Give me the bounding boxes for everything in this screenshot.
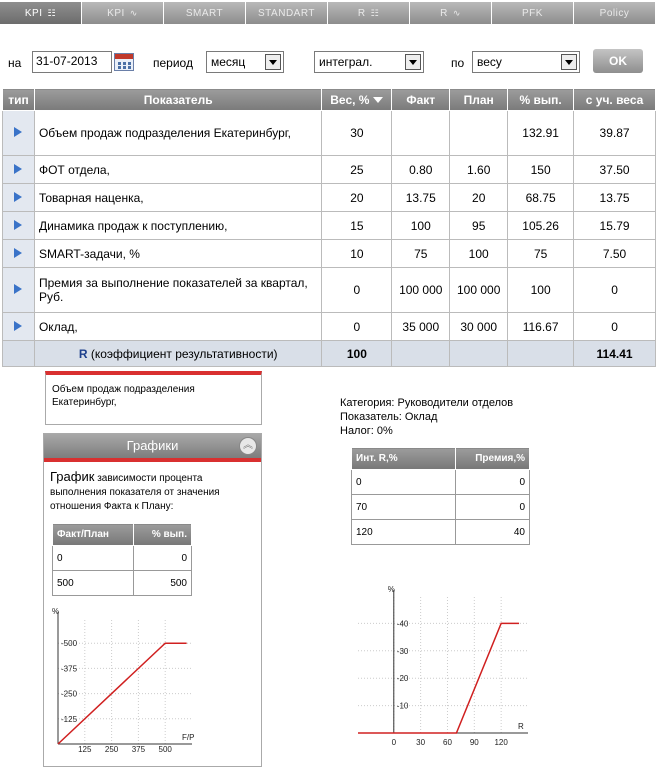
cell-pct: 132.91 <box>508 111 574 156</box>
y-tick-label: -500 <box>61 639 78 649</box>
mode-select[interactable] <box>314 51 424 73</box>
tab-label: SMART <box>185 7 224 19</box>
cell-fact: 100 000 <box>392 268 450 313</box>
play-icon <box>14 220 22 230</box>
cell-name: Премия за выполнение показателей за квартал, Руб. <box>34 268 321 313</box>
cell-weight: 15 <box>322 212 392 240</box>
tab-3[interactable] <box>246 2 328 24</box>
y-tick-label: -375 <box>61 664 78 674</box>
table-row[interactable] <box>3 268 656 313</box>
col-type[interactable]: тип <box>3 89 35 111</box>
x-tick-label: 120 <box>494 738 508 747</box>
date-label: на <box>8 56 22 70</box>
cell-name: Динамика продаж к поступлению, <box>34 212 321 240</box>
cell-pct: 150 <box>508 156 574 184</box>
mode-value: интеграл. <box>319 55 373 69</box>
fact-plan-chart <box>52 606 196 752</box>
x-tick-label: 90 <box>469 738 479 747</box>
sort-by-value: весу <box>477 55 502 69</box>
cell: 500 <box>53 571 134 596</box>
table-row[interactable] <box>3 313 656 341</box>
weighted-total: 114.41 <box>574 341 656 367</box>
tab-1[interactable] <box>82 2 164 24</box>
table-footer-row <box>3 341 656 367</box>
cell-weighted: 15.79 <box>574 212 656 240</box>
table-row <box>53 571 192 596</box>
chevron-down-icon <box>405 54 421 70</box>
table-row <box>352 495 530 520</box>
fact-plan-table <box>52 523 192 596</box>
play-icon <box>14 192 22 202</box>
series-line <box>58 643 187 744</box>
footer-type-cell <box>3 341 35 367</box>
table-row[interactable] <box>3 156 656 184</box>
y-tick-label: -10 <box>396 701 409 711</box>
kpi-table <box>2 88 656 367</box>
cell-weighted: 39.87 <box>574 111 656 156</box>
play-icon <box>14 284 22 294</box>
tab-bar <box>0 0 658 26</box>
table-row <box>352 470 530 495</box>
cell: 0 <box>456 495 530 520</box>
r-label: R <box>78 346 88 361</box>
cell-weight: 0 <box>322 313 392 341</box>
tab-label: Policy <box>599 7 630 19</box>
col-indicator[interactable]: Показатель <box>34 89 321 111</box>
row-type-cell[interactable] <box>3 268 35 313</box>
collapse-icon[interactable]: ︽ <box>239 437 257 455</box>
col-weight[interactable] <box>322 89 392 111</box>
cell-pct: 116.67 <box>508 313 574 341</box>
cell-plan: 1.60 <box>450 156 508 184</box>
row-type-cell[interactable] <box>3 212 35 240</box>
tab-label: PFK <box>522 7 543 19</box>
cell-weight: 10 <box>322 240 392 268</box>
x-tick-label: 125 <box>78 745 92 752</box>
chevron-down-icon <box>561 54 577 70</box>
col-fact-plan: Факт/План <box>53 524 134 546</box>
cell-fact <box>392 111 450 156</box>
y-tick-label: -125 <box>61 714 78 724</box>
cell: 0 <box>53 546 134 571</box>
cell: 70 <box>352 495 456 520</box>
cell-name: SMART-задачи, % <box>34 240 321 268</box>
r-coefficient-label <box>34 341 321 367</box>
cell-weight: 20 <box>322 184 392 212</box>
y-tick-label: -20 <box>396 674 409 684</box>
cell-plan: 100 <box>450 240 508 268</box>
cell-pct: 68.75 <box>508 184 574 212</box>
row-type-cell[interactable] <box>3 313 35 341</box>
col-bonus: Премия,% <box>456 448 530 470</box>
table-row[interactable] <box>3 111 656 156</box>
cell-fact: 13.75 <box>392 184 450 212</box>
cell-fact: 35 000 <box>392 313 450 341</box>
indicator-text: Показатель: Оклад <box>340 411 438 423</box>
y-tick-label: -40 <box>396 619 409 629</box>
table-header-row <box>3 89 656 111</box>
cell-plan: 20 <box>450 184 508 212</box>
cell: 120 <box>352 520 456 545</box>
table-row[interactable] <box>3 240 656 268</box>
col-int-r: Инт. R,% <box>352 448 456 470</box>
x-axis-label: F/P <box>182 733 195 742</box>
tab-5[interactable] <box>410 2 492 24</box>
col-fact[interactable]: Факт <box>392 89 450 111</box>
cell-weight: 30 <box>322 111 392 156</box>
graphs-panel-header[interactable] <box>44 434 261 458</box>
grid-icon: ☷ <box>47 7 57 18</box>
cell-weighted: 7.50 <box>574 240 656 268</box>
sort-by-select[interactable] <box>472 51 580 73</box>
x-tick-label: 250 <box>104 745 119 752</box>
cell-plan <box>450 111 508 156</box>
chevron-down-icon <box>265 54 281 70</box>
date-input[interactable]: 31-07-2013 <box>32 51 112 73</box>
x-tick-label: 0 <box>391 738 397 747</box>
cell-weighted: 0 <box>574 313 656 341</box>
chart-icon: ∿ <box>129 7 138 18</box>
grid-icon: ☷ <box>370 7 380 18</box>
tab-6[interactable] <box>492 2 574 24</box>
cell: 0 <box>456 470 530 495</box>
play-icon <box>14 164 22 174</box>
bonus-chart <box>352 580 532 750</box>
table-row <box>352 520 530 545</box>
cell-name: ФОТ отдела, <box>34 156 321 184</box>
empty-cell <box>450 341 508 367</box>
desc-text: зависимости процента выполнения показателя от значения отношения Факта к Плану: <box>50 473 220 512</box>
cell-weight: 25 <box>322 156 392 184</box>
table-row[interactable] <box>3 212 656 240</box>
cell-weighted: 13.75 <box>574 184 656 212</box>
graphs-description <box>44 462 261 518</box>
col-weight-label: Вес, % <box>330 92 370 107</box>
cell-weight: 0 <box>322 268 392 313</box>
col-pct-done: % вып. <box>133 524 191 546</box>
period-label: период <box>153 56 193 70</box>
r-desc: (коэффициент результативности) <box>90 346 278 361</box>
cell-fact: 75 <box>392 240 450 268</box>
empty-cell <box>392 341 450 367</box>
col-weighted[interactable]: с уч. веса <box>574 89 656 111</box>
category-info <box>340 396 513 438</box>
cell-fact: 0.80 <box>392 156 450 184</box>
weight-total: 100 <box>322 341 392 367</box>
cell: 0 <box>133 546 191 571</box>
tab-label: R <box>440 7 448 19</box>
cell-plan: 100 000 <box>450 268 508 313</box>
ok-button[interactable]: OK <box>593 49 643 73</box>
row-type-cell[interactable] <box>3 240 35 268</box>
period-select[interactable] <box>206 51 284 73</box>
x-tick-label: 500 <box>158 745 172 752</box>
tab-label: KPI <box>107 7 125 19</box>
cell-name: Оклад, <box>34 313 321 341</box>
tab-2[interactable] <box>164 2 246 24</box>
cell: 40 <box>456 520 530 545</box>
y-tick-label: -250 <box>61 689 78 699</box>
desc-title: График <box>50 469 95 484</box>
cell-pct: 100 <box>508 268 574 313</box>
cell: 500 <box>133 571 191 596</box>
category-text: Категория: Руководители отделов <box>340 397 514 409</box>
calendar-icon[interactable] <box>114 53 134 71</box>
cell-fact: 100 <box>392 212 450 240</box>
row-type-cell[interactable] <box>3 156 35 184</box>
x-tick-label: 60 <box>443 738 452 747</box>
table-row <box>53 546 192 571</box>
cell-weighted: 0 <box>574 268 656 313</box>
y-axis-label: % <box>387 585 395 594</box>
y-tick-label: -30 <box>396 646 409 656</box>
filter-bar <box>0 47 658 77</box>
sort-desc-icon <box>373 97 383 103</box>
tab-0[interactable] <box>0 2 82 24</box>
period-value: месяц <box>211 55 246 69</box>
empty-cell <box>508 341 574 367</box>
x-tick-label: 30 <box>416 738 426 747</box>
cell-plan: 30 000 <box>450 313 508 341</box>
play-icon <box>14 127 22 137</box>
cell-plan: 95 <box>450 212 508 240</box>
by-label: по <box>451 56 465 70</box>
tab-7[interactable] <box>574 2 656 24</box>
col-pct[interactable]: % вып. <box>508 89 574 111</box>
tab-label: KPI <box>24 7 43 19</box>
tab-label: R <box>357 7 366 19</box>
x-axis-label: R <box>518 722 524 731</box>
row-type-cell[interactable] <box>3 111 35 156</box>
play-icon <box>14 248 22 258</box>
tab-4[interactable] <box>328 2 410 24</box>
indicator-tooltip: Объем продаж подразделения Екатеринбург, <box>45 371 262 425</box>
cell-pct: 75 <box>508 240 574 268</box>
tax-text: Налог: 0% <box>340 425 393 437</box>
row-type-cell[interactable] <box>3 184 35 212</box>
cell-weighted: 37.50 <box>574 156 656 184</box>
cell: 0 <box>352 470 456 495</box>
cell-name: Объем продаж подразделения Екатеринбург, <box>34 111 321 156</box>
cell-name: Товарная наценка, <box>34 184 321 212</box>
x-tick-label: 375 <box>131 745 146 752</box>
y-axis-label: % <box>52 607 60 616</box>
bonus-table <box>351 447 530 545</box>
col-plan[interactable]: План <box>450 89 508 111</box>
graphs-panel-title: Графики <box>126 438 179 453</box>
chart-icon: ∿ <box>452 7 461 18</box>
table-row[interactable] <box>3 184 656 212</box>
play-icon <box>14 321 22 331</box>
cell-pct: 105.26 <box>508 212 574 240</box>
tab-label: STANDART <box>258 7 315 19</box>
